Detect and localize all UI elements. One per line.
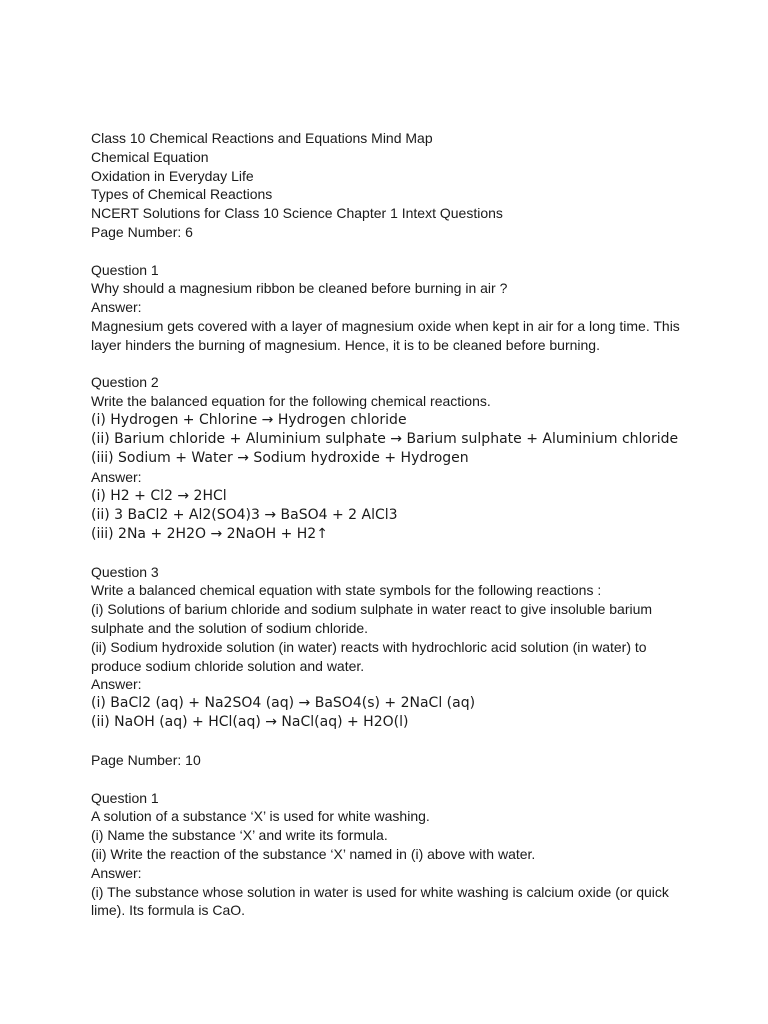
question-3-part-2: (ii) Sodium hydroxide solution (in water) reacts with hydrochloric acid solution (in water) to produce sodium chloride solution and water. [91, 638, 647, 674]
question-3-answer-2: (ii) NaOH (aq) + HCl(aq) → NaCl(aq) + H2O(l) [91, 714, 409, 731]
question-2-text: Write the balanced equation for the following chemical reactions. [91, 393, 491, 410]
question-4-text: A solution of a substance ‘X’ is used for white washing. [91, 808, 430, 825]
question-3-answer-1: (i) BaCl2 (aq) + Na2SO4 (aq) → BaSO4(s) + 2NaCl (aq) [91, 695, 476, 712]
link-mind-map[interactable]: Class 10 Chemical Reactions and Equations Mind Map [91, 130, 433, 146]
question-1-answer-label: Answer: [91, 299, 142, 316]
page-number-10: Page Number: 10 [91, 751, 201, 768]
link-ncert-solutions[interactable]: NCERT Solutions for Class 10 Science Chapter 1 Intext Questions [91, 205, 503, 222]
spacer [91, 732, 691, 751]
question-2-part-3: (iii) Sodium + Water → Sodium hydroxide + Hydrogen [91, 449, 469, 466]
question-3-text: Write a balanced chemical equation with state symbols for the following reactions : [91, 582, 602, 599]
question-2-answer-3: (iii) 2Na + 2H2O → 2NaOH + H2↑ [91, 525, 328, 542]
question-2-answer-label: Answer: [91, 468, 142, 485]
question-4-title: Question 1 [91, 789, 159, 806]
question-3-answer-label: Answer: [91, 676, 142, 693]
question-1-answer: Magnesium gets covered with a layer of magnesium oxide when kept in air for a long time. This layer hinders the burning of magnesium. Hence, it is to be cleaned before burning. [91, 317, 680, 353]
question-2-part-2: (ii) Barium chloride + Aluminium sulphate → Barium sulphate + Aluminium chloride [91, 430, 679, 447]
link-types-of-reactions[interactable]: Types of Chemical Reactions [91, 186, 273, 203]
spacer [91, 544, 691, 563]
question-2-title: Question 2 [91, 374, 159, 391]
page-number-6: Page Number: 6 [91, 223, 193, 240]
question-1-text: Why should a magnesium ribbon be cleaned before burning in air ? [91, 280, 508, 297]
question-3-part-1: (i) Solutions of barium chloride and sodium sulphate in water react to give insoluble barium sulphate and the solution of sodium chloride. [91, 601, 653, 636]
question-2-answer-2: (ii) 3 BaCl2 + Al2(SO4)3 → BaSO4 + 2 AlCl3 [91, 506, 398, 523]
question-4-answer-label: Answer: [91, 864, 142, 881]
question-4-part-2: (ii) Write the reaction of the substance ‘X’ named in (i) above with water. [91, 845, 536, 862]
question-4-part-1: (i) Name the substance ‘X’ and write its formula. [91, 827, 388, 844]
link-chemical-equation[interactable]: Chemical Equation [91, 148, 209, 165]
question-2-part-1: (i) Hydrogen + Chlorine → Hydrogen chloride [91, 411, 407, 428]
question-2-answer-1: (i) H2 + Cl2 → 2HCl [91, 487, 227, 504]
question-4-answer: (i) The substance whose solution in water is used for white washing is calcium oxide (or quick lime). Its formula is CaO. [91, 883, 669, 919]
link-oxidation[interactable]: Oxidation in Everyday Life [91, 167, 254, 184]
document-page [91, 129, 691, 920]
spacer [91, 355, 691, 374]
spacer [91, 242, 691, 261]
question-1-title: Question 1 [91, 261, 159, 278]
spacer [91, 770, 691, 789]
question-3-title: Question 3 [91, 563, 159, 580]
